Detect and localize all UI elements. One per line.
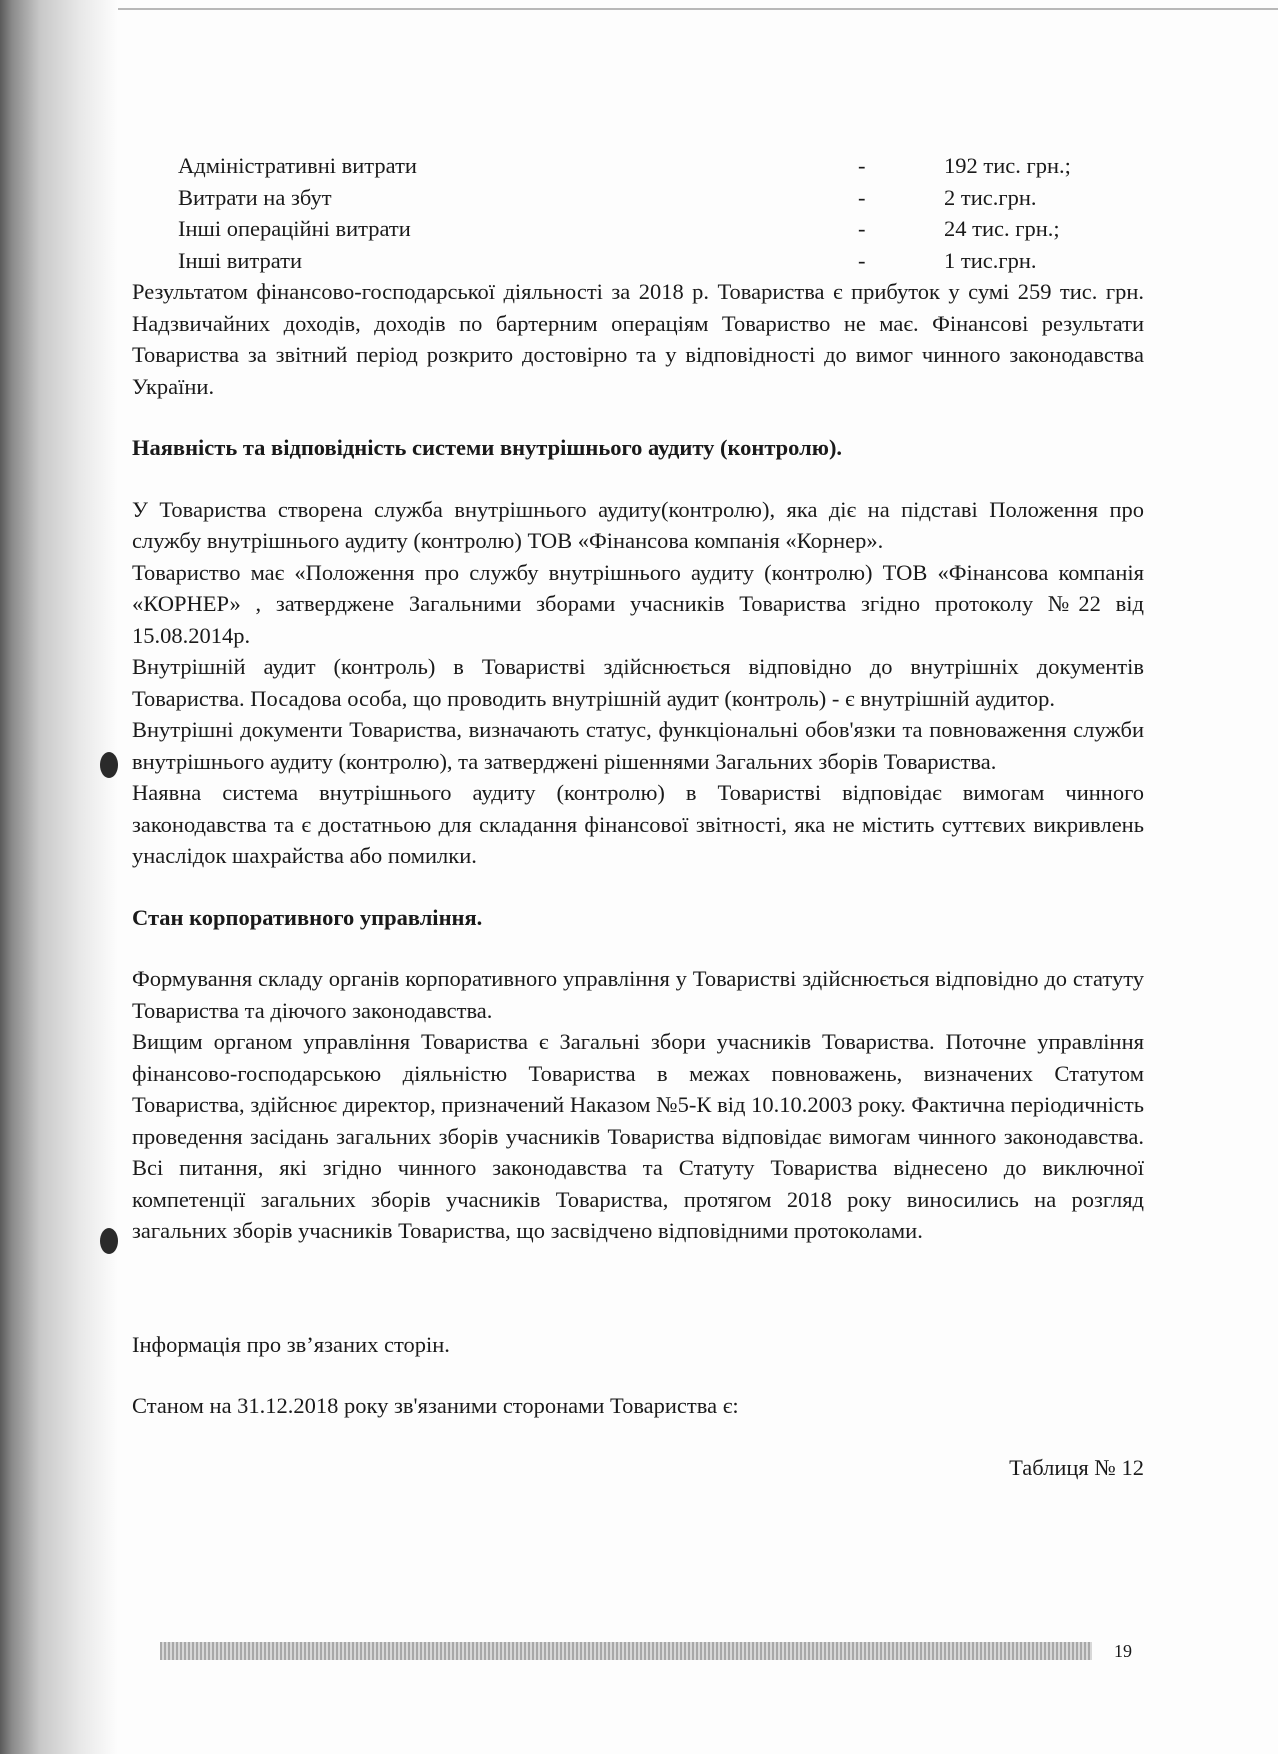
expense-dash: - bbox=[858, 247, 866, 273]
expense-value: 1 тис.грн. bbox=[944, 247, 1037, 273]
governance-section-heading: Стан корпоративного управління. bbox=[132, 904, 483, 930]
punch-hole-mark bbox=[100, 752, 118, 778]
audit-paragraph: Внутрішній аудит (контроль) в Товаристві здійснюється відповідно до внутрішніх документів Товариства. Посадова особа, що проводить внутрішній аудит (контроль) - є внутрішній аудитор. bbox=[132, 654, 1144, 711]
expense-dash: - bbox=[858, 153, 866, 178]
expense-label: Інші операційні витрати bbox=[178, 216, 411, 241]
governance-paragraph: Формування складу органів корпоративного управління у Товаристві здійснюється відповідно до статуту Товариства та діючого законодавства. bbox=[132, 966, 1144, 1023]
governance-paragraph: Вищим органом управління Товариства є Загальні збори учасників Товариства. Поточне управління фінансово-господарською діяльністю Товариства в межах повноважень, визначених Статутом Товариства, здійснює директор, призначений Наказом №5-К від 10.10.2003 року. Фактична періодичність проведення засідань загальних зборів учасників Товариства відповідає вимогам чинного законодавства. Всі питання, які згідно чинного законодавства та Статуту Товариства віднесено до виключної компетенції загальних зборів учасників Товариства, протягом 2018 року виносились на розгляд загальних зборів учасників Товариства, що засвідчено відповідними протоколами. bbox=[132, 1029, 1144, 1243]
expense-value: 192 тис. грн.; bbox=[944, 153, 1071, 178]
expense-row bbox=[132, 213, 1144, 245]
related-parties-text: Станом на 31.12.2018 року зв'язаними сторонами Товариства є: bbox=[132, 1393, 739, 1418]
audit-section-heading: Наявність та відповідність системи внутрішнього аудиту (контролю). bbox=[132, 435, 843, 460]
expense-value: 24 тис. грн.; bbox=[944, 216, 1060, 241]
expense-label: Витрати на збут bbox=[178, 184, 332, 210]
scan-edge-line bbox=[118, 8, 1278, 10]
expense-dash: - bbox=[858, 184, 866, 210]
expense-row bbox=[132, 150, 1144, 182]
audit-paragraph: Внутрішні документи Товариства, визначають статус, функціональні обов'язки та повноваження служби внутрішнього аудиту (контролю), та затверджені рішеннями Загальних зборів Товариства. bbox=[132, 717, 1144, 774]
expense-row bbox=[132, 182, 1144, 214]
expense-row bbox=[132, 245, 1144, 277]
audit-paragraph: У Товариства створена служба внутрішнього аудиту(контролю), яка діє на підставі Положення про службу внутрішнього аудиту (контролю) ТОВ «Фінансова компанія «Корнер». bbox=[132, 496, 1144, 553]
page-number: 19 bbox=[1114, 1640, 1132, 1661]
expense-value: 2 тис.грн. bbox=[944, 184, 1037, 210]
expense-dash: - bbox=[858, 216, 866, 241]
page-footer bbox=[160, 1640, 1132, 1662]
expense-label: Адміністративні витрати bbox=[178, 153, 417, 178]
punch-hole-mark bbox=[100, 1228, 118, 1254]
expense-label: Інші витрати bbox=[178, 247, 303, 273]
financial-result-paragraph: Результатом фінансово-господарської діяльності за 2018 р. Товариства є прибуток у сумі 259 тис. грн. Надзвичайних доходів, доходів по бартерним операціям Товариство не має. Фінансові результати Товариства за звітний період розкрито достовірно та у відповідності до вимог чинного законодавства України. bbox=[132, 279, 1144, 399]
audit-paragraph: Наявна система внутрішнього аудиту (контролю) в Товаристві відповідає вимогам чинного законодавства та є достатньою для складання фінансової звітності, яка не містить суттєвих викривлень унаслідок шахрайства або помилки. bbox=[132, 780, 1144, 868]
page-content bbox=[132, 150, 1144, 1483]
related-parties-heading: Інформація про зв’язаних сторін. bbox=[132, 1331, 450, 1357]
binding-shadow bbox=[0, 0, 118, 1754]
table-number-label: Таблиця № 12 bbox=[1009, 1454, 1144, 1480]
footer-bar bbox=[160, 1642, 1092, 1660]
audit-paragraph: Товариство має «Положення про службу внутрішнього аудиту (контролю) ТОВ «Фінансова компанія «КОРНЕР» , затверджене Загальними зборами учасників Товариства згідно протоколу №22 від 15.08.2014р. bbox=[132, 559, 1144, 648]
